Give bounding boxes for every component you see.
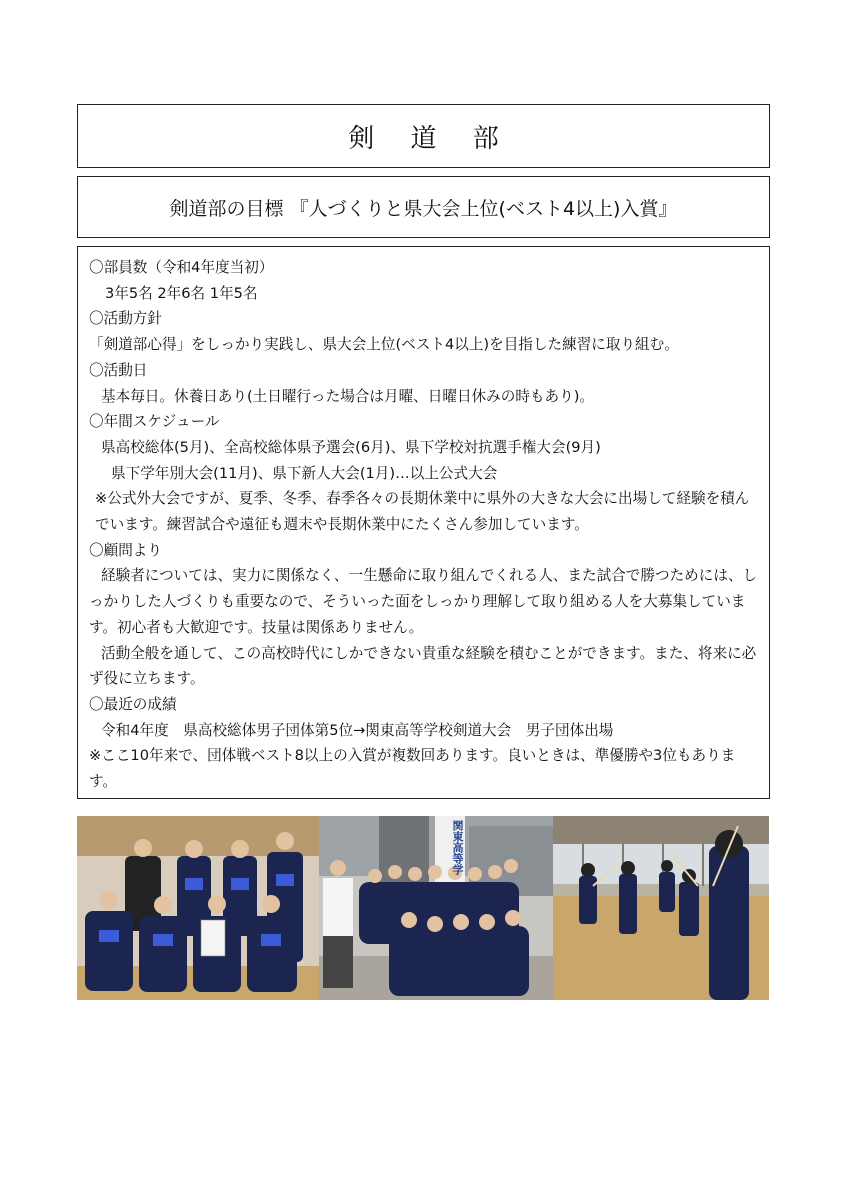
results-line-1: 令和4年度 県高校総体男子団体第5位→関東高等学校剣道大会 男子団体出場 (101, 721, 614, 739)
advisor-paragraph-2: 活動全般を通して、この高校時代にしかできない貴重な経験を積むことができます。また、将来に必ず役に立ちます。 (89, 644, 757, 688)
schedule-line-2: 県下学年別大会(11月)、県下新人大会(1月)…以上公式大会 (111, 464, 498, 482)
policy-heading: 〇活動方針 (89, 310, 162, 328)
results-note: ※ここ10年来で、団体戦ベスト8以上の入賞が複数回あります。良いときは、準優勝や3位もあります。 (89, 747, 736, 791)
kanto-sign-text: 関東高等学 (451, 820, 464, 875)
kanto-tournament-photo (319, 816, 553, 1000)
team-photo (77, 816, 319, 1000)
page-title: 剣 道 部 (348, 123, 513, 154)
days-text: 基本毎日。休養日あり(土日曜行った場合は月曜、日曜日休みの時もあり)。 (101, 387, 594, 405)
days-heading: 〇活動日 (89, 361, 148, 379)
schedule-heading: 〇年間スケジュール (89, 413, 220, 431)
policy-text: 「剣道部心得」をしっかり実践し、県大会上位(ベスト4以上)を目指した練習に取り組む。 (89, 336, 679, 354)
page-title-box (77, 104, 770, 168)
members-counts: 3年5名 2年6名 1年5名 (105, 284, 258, 302)
schedule-line-1: 県高校総体(5月)、全高校総体県予選会(6月)、県下学校対抗選手権大会(9月) (101, 438, 601, 456)
practice-photo (553, 816, 769, 1000)
goal-text: 剣道部の目標 『人づくりと県大会上位(ベスト4以上)入賞』 (169, 197, 678, 220)
advisor-heading: 〇顧問より (89, 541, 162, 559)
content-box (77, 246, 770, 799)
advisor-paragraph-1: 経験者については、実力に関係なく、一生懸命に取り組んでくれる人、また試合で勝つためには、しっかりした人づくりも重要なので、そういった面をしっかり理解して取り組める人を大募集しています。初心者も大歓迎です。技量は関係ありません。 (89, 567, 758, 636)
schedule-note: ※公式外大会ですが、夏季、冬季、春季各々の長期休業中に県外の大きな大会に出場して経験を積んでいます。練習試合や遠征も週末や長期休業中にたくさん参加しています。 (95, 490, 750, 534)
results-heading: 〇最近の成績 (89, 695, 177, 713)
members-heading: 〇部員数（令和4年度当初） (89, 259, 274, 276)
goal-box (77, 176, 770, 238)
